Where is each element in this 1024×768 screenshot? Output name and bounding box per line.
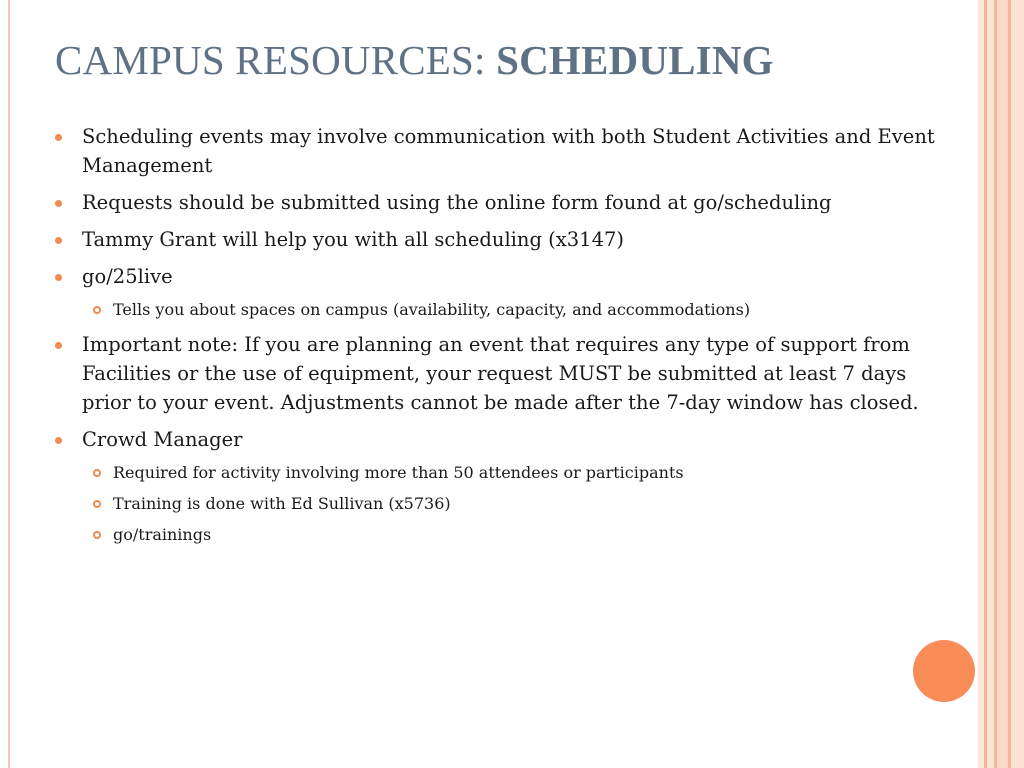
right-stripe-3 (987, 0, 994, 768)
title-prefix: CAMPUS RESOURCES: (55, 37, 497, 83)
bullet-list (55, 122, 960, 555)
bullet-text: Crowd Manager (82, 428, 243, 451)
left-border-line (8, 0, 10, 768)
sub-bullet-item (55, 522, 960, 547)
sub-bullet-text: Training is done with Ed Sullivan (x5736) (113, 494, 451, 513)
sub-bullet-text: Required for activity involving more than 50 attendees or participants (113, 463, 684, 482)
bullet-text: Tammy Grant will help you with all scheduling (x3147) (82, 228, 625, 251)
bullet-dot-icon (55, 200, 62, 207)
bullet-dot-icon (55, 437, 62, 444)
decorative-circle (913, 640, 975, 702)
bullet-dot-icon (55, 274, 62, 281)
bullet-text: Important note: If you are planning an event that requires any type of support from Facilities or the use of equipment, your request MUST be submitted at least 7 days prior to your event. Adjustments cannot be made after the 7-day window has closed. (82, 333, 919, 414)
bullet-item (55, 122, 960, 180)
bullet-dot-icon (55, 237, 62, 244)
bullet-dot-icon (55, 134, 62, 141)
sub-bullet-ring-icon (93, 500, 101, 508)
right-stripe-7 (1011, 0, 1024, 768)
bullet-item (55, 188, 960, 217)
sub-bullet-item (55, 297, 960, 322)
bullet-text: Scheduling events may involve communication with both Student Activities and Event Management (82, 125, 935, 177)
bullet-text: Requests should be submitted using the online form found at go/scheduling (82, 191, 832, 214)
bullet-item (55, 262, 960, 291)
sub-bullet-ring-icon (93, 469, 101, 477)
sub-bullet-ring-icon (93, 531, 101, 539)
bullet-text: go/25live (82, 265, 173, 288)
sub-bullet-text: Tells you about spaces on campus (availability, capacity, and accommodations) (113, 300, 751, 319)
right-stripe-5 (997, 0, 1008, 768)
sub-bullet-ring-icon (93, 306, 101, 314)
bullet-item (55, 330, 960, 417)
slide-title (55, 36, 774, 84)
title-bold: SCHEDULING (496, 37, 774, 83)
sub-bullet-item (55, 491, 960, 516)
sub-bullet-text: go/trainings (113, 525, 212, 544)
sub-bullet-item (55, 460, 960, 485)
bullet-dot-icon (55, 342, 62, 349)
bullet-item (55, 425, 960, 454)
bullet-item (55, 225, 960, 254)
